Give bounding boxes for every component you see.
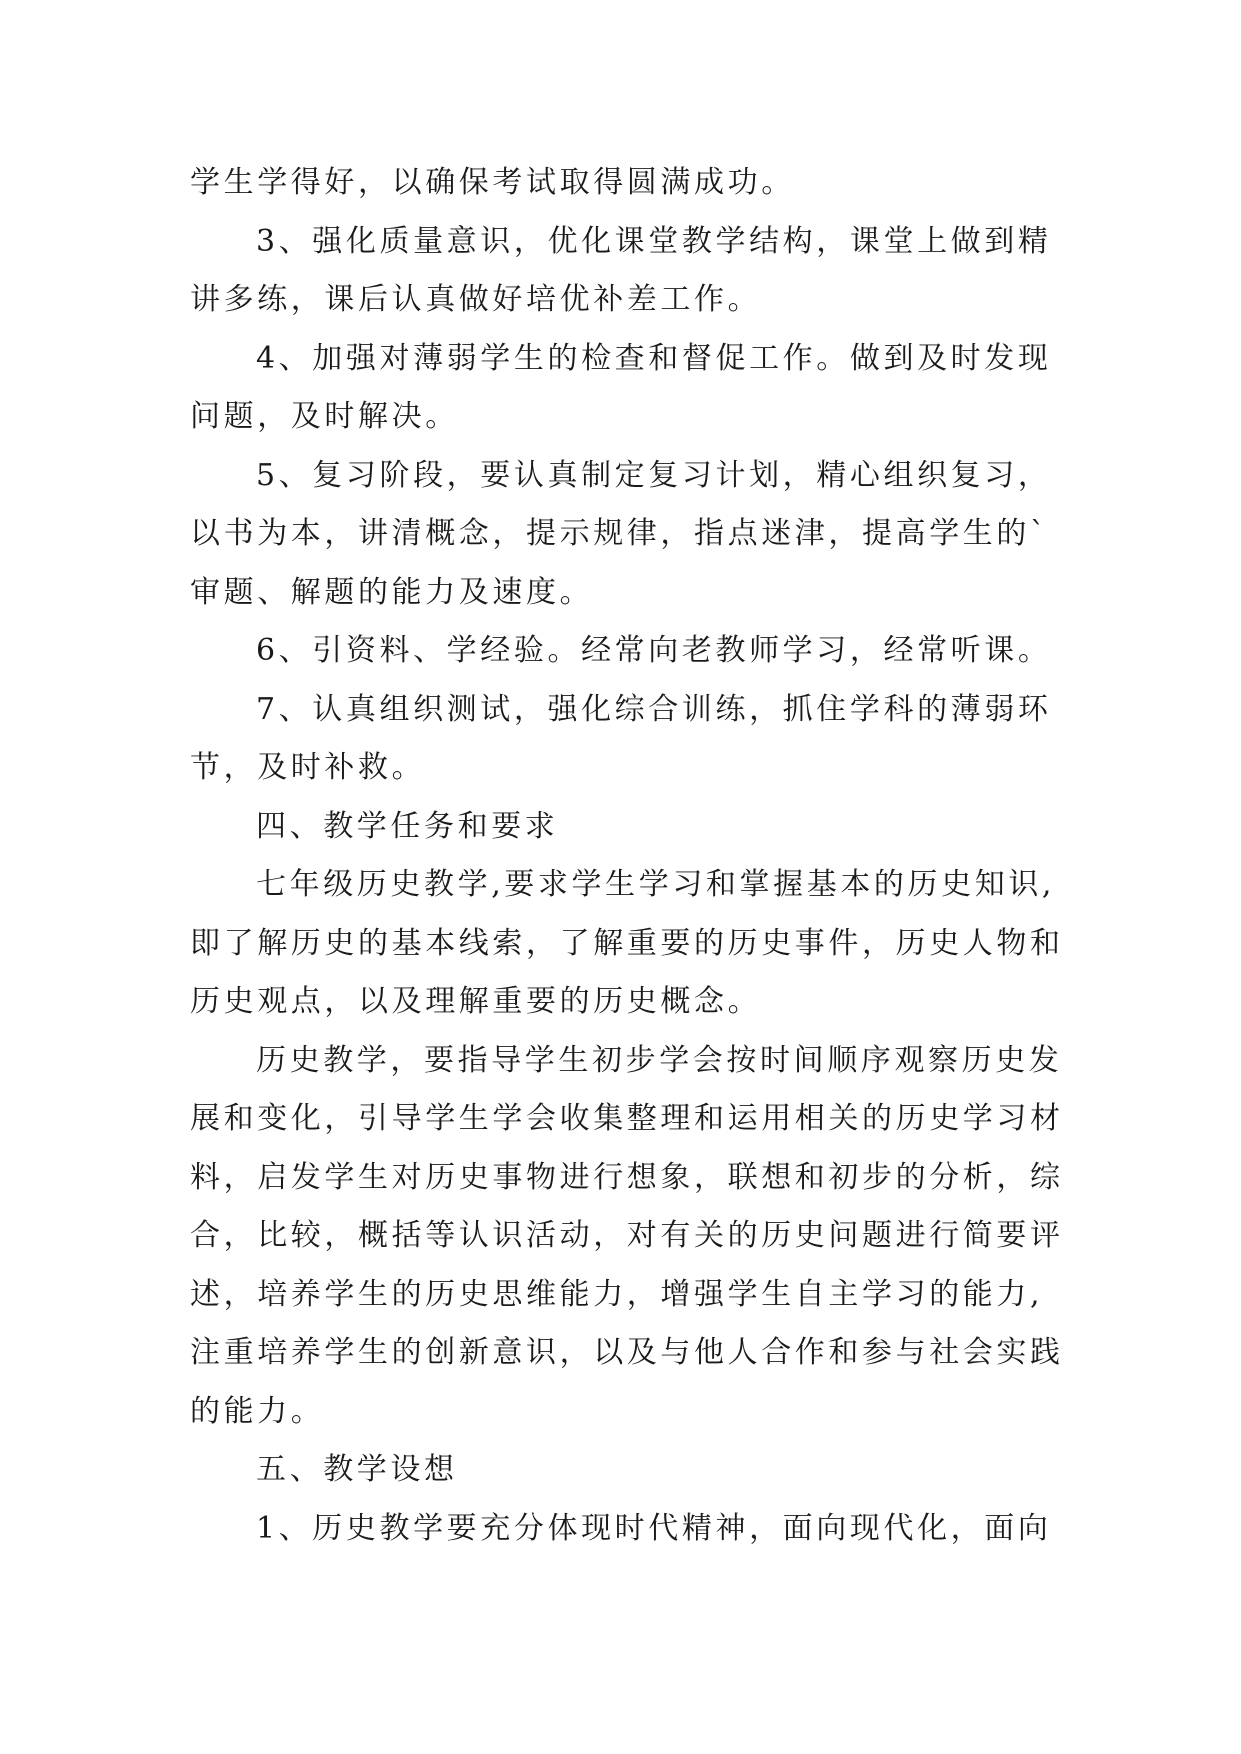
section-heading-4: [190, 798, 1052, 857]
paragraph-item-4-weak-students: [190, 330, 1052, 447]
text-line: 的能力。: [190, 1393, 325, 1429]
text-line: 审题、解题的能力及速度。: [190, 574, 594, 610]
text-line: 历史教学，要指导学生初步学会按时间顺序观察历史发: [256, 1042, 1063, 1078]
paragraph-item-3-quality: [190, 213, 1052, 330]
document-page: [190, 154, 1064, 1558]
paragraph-item-6-experience: [190, 622, 1052, 681]
paragraph-grade7-requirements: [190, 856, 1064, 1032]
text-line: 6、引资料、学经验。经常向老教师学习，经常听课。: [256, 633, 1052, 668]
text-line: 即了解历史的基本线索，了解重要的历史事件，历史人物和: [190, 925, 1064, 961]
text-line: 料，启发学生对历史事物进行想象，联想和初步的分析，综: [190, 1159, 1064, 1195]
text-line: 展和变化，引导学生学会收集整理和运用相关的历史学习材: [190, 1101, 1064, 1136]
paragraph-exam-success: [190, 154, 1052, 213]
text-line: 历史观点，以及理解重要的历史概念。: [190, 984, 762, 1019]
text-line: 3、强化质量意识，优化课堂教学结构，课堂上做到精: [256, 223, 1052, 259]
text-line: 讲多练，课后认真做好培优补差工作。: [190, 282, 762, 317]
text-line: 合，比较，概括等认识活动，对有关的历史问题进行简要评: [190, 1218, 1064, 1253]
paragraph-item-5-review: [190, 447, 1052, 623]
text-line: 5、复习阶段，要认真制定复习计划，精心组织复习，: [256, 457, 1052, 493]
heading-text: 五、教学设想: [256, 1452, 458, 1487]
section-heading-5: [190, 1441, 1052, 1500]
heading-text: 四、教学任务和要求: [256, 808, 559, 844]
text-line: 问题，及时解决。: [190, 399, 459, 434]
paragraph-item-1-modernization: [190, 1500, 1052, 1559]
text-line: 节，及时补救。: [190, 750, 426, 785]
text-line: 七年级历史教学,要求学生学习和掌握基本的历史知识,: [256, 867, 1056, 902]
text-line: 学生学得好，以确保考试取得圆满成功。: [190, 165, 795, 200]
text-line: 述，培养学生的历史思维能力，增强学生自主学习的能力,: [190, 1276, 1044, 1312]
paragraph-item-7-testing: [190, 681, 1052, 798]
text-line: 以书为本，讲清概念，提示规律，指点迷津，提高学生的`: [190, 516, 1049, 551]
text-line: 7、认真组织测试，强化综合训练，抓住学科的薄弱环: [256, 691, 1052, 727]
text-line: 注重培养学生的创新意识，以及与他人合作和参与社会实践: [190, 1335, 1064, 1370]
text-line: 1、历史教学要充分体现时代精神，面向现代化，面向: [256, 1510, 1052, 1546]
paragraph-history-teaching-guidance: [190, 1032, 1064, 1442]
text-line: 4、加强对薄弱学生的检查和督促工作。做到及时发现: [256, 340, 1052, 376]
